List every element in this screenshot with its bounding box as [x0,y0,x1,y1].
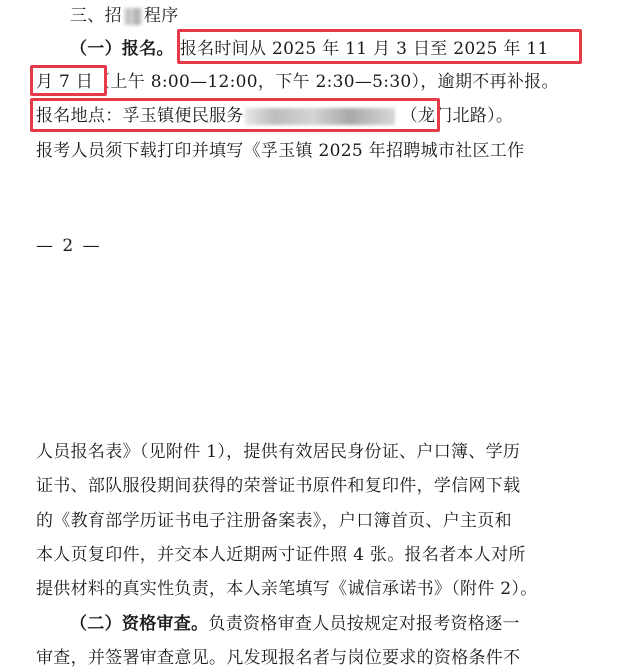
review-label: （二）资格审查。 [70,614,209,634]
section-heading [70,4,179,28]
registration-line-2 [36,70,559,94]
continuation-line-4: 本人页复印件，并交本人近期两寸证件照 4 张。报名者本人对所 [36,545,526,565]
highlight-box-time-2 [30,65,107,96]
highlight-box-location [30,98,440,132]
continuation-line-2: 证书、部队服役期间获得的荣誉证书原件和复印件，学信网下载 [36,476,521,496]
continuation-line-1: 人员报名表》（见附件 1），提供有效居民身份证、户口簿、学历 [36,442,521,462]
registration-time-part1: 报名时间从 2025 年 11 月 3 日至 2025 年 11 [179,39,549,59]
section-heading-prefix: 三、招 [70,6,122,26]
highlight-box-time-1 [177,29,582,64]
registration-hours: （上午 8:00—12:00，下午 2:30—5:30），逾期不再补报。 [93,72,559,92]
continuation-line-5: 提供材料的真实性负责，本人亲笔填写《诚信承诺书》（附件 2）。 [36,579,538,599]
registration-line-4: 报考人员须下载打印并填写《孚玉镇 2025 年招聘城市社区工作 [36,141,525,161]
page-number: — 2 — [36,236,102,256]
registration-location-suffix: （龙门北路）。 [400,106,514,126]
registration-label: （一）报名。 [70,39,174,59]
review-line-2: 审查，并签署审查意见。凡发现报名者与岗位要求的资格条件不 [36,648,521,668]
continuation-line-3: 的《教育部学历证书电子注册备案表》，户口簿首页、户主页和 [36,511,512,531]
section-heading-suffix: 程序 [143,6,179,26]
review-line-1 [70,612,520,636]
registration-location-label: 报名地点：孚玉镇便民服务 [36,106,244,126]
registration-time-part2: 月 7 日 [36,72,94,92]
redacted-heading-char [124,8,142,25]
review-text-1: 负责资格审查人员按规定对报考资格逐一 [208,614,520,634]
